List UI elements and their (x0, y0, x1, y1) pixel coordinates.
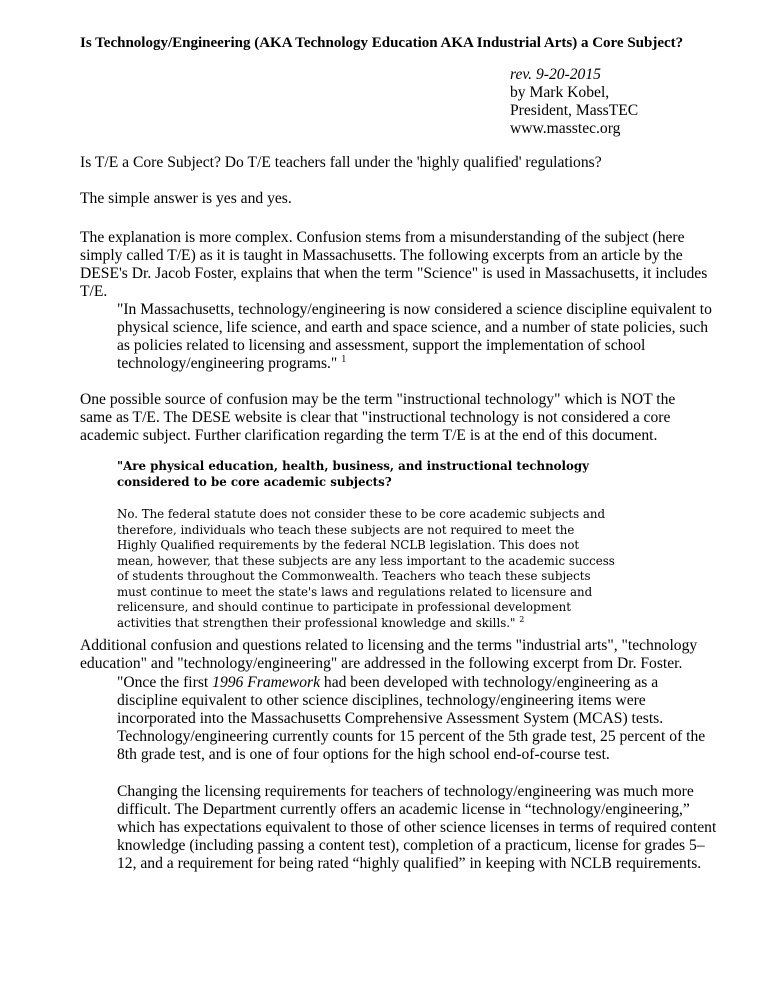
confusion-paragraph: One possible source of confusion may be the term "instructional technology" which is NOT the same as T/E. The DESE website is clear that "instructional technology is not considered a core academic subject. Further clarification regarding the term T/E is at the end of this document. (80, 391, 676, 444)
author-line: by Mark Kobel, (510, 84, 610, 101)
foster-quote-1 (117, 301, 717, 373)
author-role: President, MassTEC (510, 102, 639, 119)
foster-quote-2 (117, 674, 717, 764)
quote2-rest: had been developed with technology/engineering as a discipline equivalent to other science disciplines, technology/engineering items were incorporated into the Massachusetts Comprehensive Assessment System (MCAS) tests. Technology/engineering currently counts for 15 percent of the 5th grade test, 25 percent of the 8th grade test, and is one of four options for the high school end-of-course test. (117, 674, 706, 763)
revision-date: rev. 9-20-2015 (510, 66, 601, 83)
framework-title: 1996 Framework (212, 674, 320, 691)
document-meta (510, 66, 730, 138)
faq-answer (117, 507, 617, 631)
additional-paragraph: Additional confusion and questions related to licensing and the terms "industrial arts", "technology education" and "technology/engineering" are addressed in the following excerpt from Dr. Foster. (80, 637, 698, 672)
foster-quote-3: Changing the licensing requirements for teachers of technology/engineering was much more difficult. The Department currently offers an academic license in “technology/engineering,” which has expectations equivalent to those of other science licenses in terms of required content knowledge (including passing a content test), completion of a practicum, license for grades 5–12, and a requirement for being rated “highly qualified” in keeping with NCLB requirements. (117, 783, 717, 872)
foster-quote-1-text: "In Massachusetts, technology/engineering is now considered a science discipline equivalent to physical science, life science, and earth and space science, and a number of state policies, such as policies related to licensing and assessment, support the implementation of school technology/engineering programs." (117, 301, 712, 372)
quote2-open: "Once the first (117, 674, 213, 691)
intro-question: Is T/E a Core Subject? Do T/E teachers fall under the 'highly qualified' regulations? (80, 154, 602, 171)
faq-answer-text: No. The federal statute does not consider these to be core academic subjects and therefore, individuals who teach these subjects are not required to meet the Highly Qualified requirements by the federal NCLB legislation. This does not mean, however, that these subjects are any less important to the academic success of students throughout the Commonwealth. Teachers who teach these subjects must continue to meet the state's laws and regulations related to licensure and relicensure, and should continue to participate in professional development activities that strengthen their professional knowledge and skills." (117, 507, 615, 630)
explanation-paragraph: The explanation is more complex. Confusion stems from a misunderstanding of the subject (here simply called T/E) as it is taught in Massachusetts. The following excerpts from an article by the DESE's Dr. Jacob Foster, explains that when the term "Science" is used in Massachusetts, it includes T/E. (80, 229, 708, 300)
dese-faq-excerpt (117, 459, 617, 631)
intro-answer: The simple answer is yes and yes. (80, 190, 292, 207)
footnote-ref-1: 1 (341, 354, 347, 365)
faq-question: "Are physical education, health, business, and instructional technology considered to be core academic subjects? (117, 459, 589, 489)
document-title: Is Technology/Engineering (AKA Technology Education AKA Industrial Arts) a Core Subject? (80, 35, 684, 51)
website-text: www.masstec.org (510, 120, 621, 137)
footnote-ref-2: 2 (519, 614, 525, 624)
